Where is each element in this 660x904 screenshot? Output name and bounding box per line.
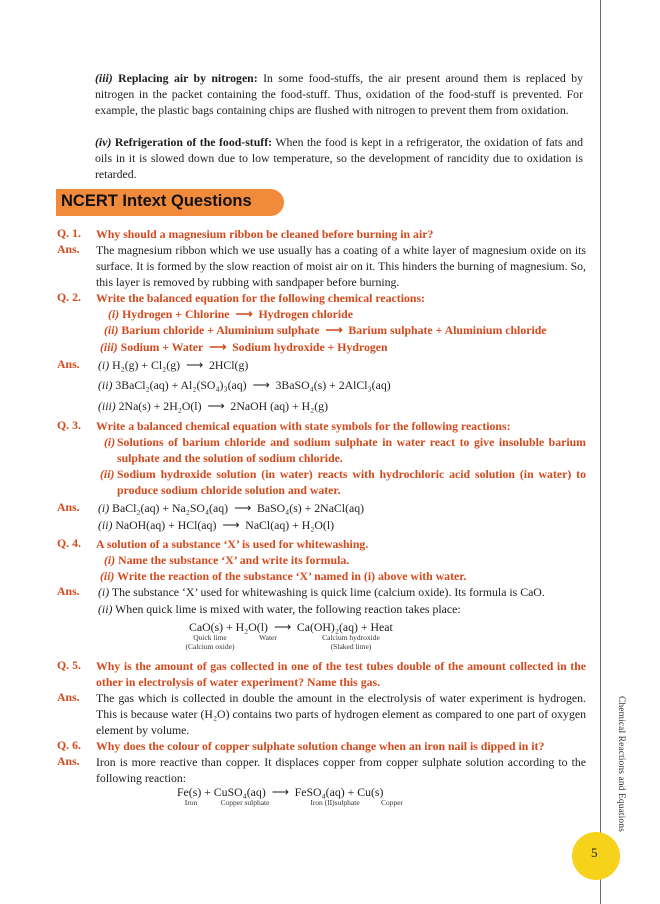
eq-rhs: FeSO₄(aq) + Cu(s) [294,785,384,799]
q2-answer-3 [98,398,328,414]
ans-part-label: (ii) [98,378,113,392]
part-label: (ii) [104,323,119,337]
cap-calcium-hydroxide [311,633,391,651]
eq-lhs: Fe(s) + CuSO₄(aq) [177,785,266,799]
part-lhs: Sodium + Water [120,340,204,354]
q1-question: Why should a magnesium ribbon be cleaned before burning in air? [96,227,434,241]
ans-part-label: (i) [98,358,110,372]
q5-ans-label: Ans. [57,690,80,704]
eq-lhs: 3BaCl₂(aq) + Al₂(SO₄)₃(aq) [115,378,247,392]
eq-lhs: NaOH(aq) + HCl(aq) [115,518,217,532]
arrow-icon: ⟶ [222,518,240,532]
part-lhs: Hydrogen + Chlorine [122,307,230,321]
q4-number: Q. 4. [57,536,81,550]
arrow-icon: ⟶ [252,378,270,392]
q3-part-1-label: (i) [104,435,116,449]
arrow-icon: ⟶ [234,501,251,515]
part-rhs: Hydrogen chloride [258,307,353,321]
part-text: Write the reaction of the substance ‘X’ named in (i) above with water. [117,569,467,583]
ans-part-label: (ii) [98,518,113,532]
q4-part-2 [100,568,466,584]
eq-lhs: H₂(g) + Cl₂(g) [112,358,181,372]
q2-answer-2 [98,377,391,393]
q1-ans-label: Ans. [57,242,80,256]
intro-item-4 [95,134,583,182]
item-label: (iv) [95,135,112,149]
eq-cao: CaO(s) [189,620,224,634]
q5-number: Q. 5. [57,658,81,672]
q1-number: Q. 1. [57,226,81,240]
part-rhs: Sodium hydroxide + Hydrogen [232,340,388,354]
arrow-icon: ⟶ [186,358,203,372]
item-text: When the food is kept in a refrigerator, the oxidation of fats and oils in it is slowed down due to low temperature, so the development of rancidity due to oxidation is retarded. [95,135,583,181]
cap-copper: Copper [380,798,404,807]
ans-part-label: (i) [98,585,110,599]
cap-copper-sulphate: Copper sulphate [220,798,270,807]
q6-question: Why does the colour of copper sulphate solution change when an iron nail is dipped in it? [96,739,545,753]
q2-number: Q. 2. [57,290,81,304]
arrow-icon: ⟶ [271,785,289,799]
q4-question: A solution of a substance ‘X’ is used for whitewashing. [96,537,369,551]
eq-lhs: 2Na(s) + 2H₂O(l) [118,399,202,413]
q2-part-2 [104,322,547,338]
arrow-icon: ⟶ [209,340,227,354]
page-number-badge [572,832,620,880]
q3-ans-label: Ans. [57,500,80,514]
q6-answer: Iron is more reactive than copper. It displaces copper from copper sulphate solution according to the following reaction: [96,755,586,785]
ans-part-label: (i) [98,501,110,515]
part-rhs: Barium sulphate + Aluminium chloride [348,323,547,337]
section-title: NCERT Intext Questions [61,192,252,210]
ans-text: When quick lime is mixed with water, the following reaction takes place: [115,602,461,616]
q6-number: Q. 6. [57,738,81,752]
ans-part-label: (ii) [98,602,113,616]
q5-question: Why is the amount of gas collected in one of the test tubes double of the amount collected in the other in electrolysis of water experiment? Name this gas. [96,659,586,689]
cap-iron-sulphate: Iron (II)sulphate [310,798,360,807]
q6-ans-label: Ans. [57,754,80,768]
cap-line: Calcium hydroxide [322,633,380,642]
q4-part-1 [104,552,349,568]
q4-ans-label: Ans. [57,584,80,598]
q2-question: Write the balanced equation for the following chemical reactions: [96,291,425,305]
cap-line: (Slaked lime) [330,642,372,651]
q3-number: Q. 3. [57,418,81,432]
arrow-icon: ⟶ [325,323,343,337]
item-text: In some food-stuffs, the air present around them is replaced by nitrogen in the packet containing the food-stuff. Thus, oxidation of the food-stuff is prevented. For example, the plastic bags containing chips are flushed with nitrogen to prevent them from oxidation. [95,71,584,117]
item-title: Refrigeration of the food-stuff: [114,135,273,149]
ans-part-label: (iii) [98,399,116,413]
q1-answer: The magnesium ribbon which we use usually has a coating of a white layer of magnesium oxide on its surface. It is formed by the slow reaction of moist air on it. This hinders the burning of magnesium. So, this layer is removed by rubbing with sandpaper before burning. [96,243,586,289]
eq-caoh: Ca(OH)₂(aq) + Heat [296,620,393,634]
q3-part-2: Sodium hydroxide solution (in water) reacts with hydrochloric acid solution (in water) to produce sodium chloride solution and water. [117,467,586,497]
eq-plus: + [226,620,233,634]
item-label: (iii) [95,71,113,85]
q2-part-3 [100,339,388,355]
q2-answer-1 [98,357,248,373]
q3-question: Write a balanced chemical equation with state symbols for the following reactions: [96,419,511,433]
q2-part-1 [108,306,353,322]
eq-lhs: BaCl₂(aq) + Na₂SO₄(aq) [112,501,229,515]
part-text: Name the substance ‘X’ and write its formula. [118,553,350,567]
q2-ans-label: Ans. [57,357,80,371]
section-banner [56,189,284,216]
part-label: (iii) [100,340,118,354]
page-number: 5 [591,845,598,860]
part-label: (i) [104,553,116,567]
q3-part-2-label: (ii) [100,467,115,481]
q3-answer-2 [98,517,334,533]
eq-rhs: 2HCl(g) [208,358,249,372]
cap-line: (Calcium oxide) [185,642,235,651]
chapter-side-label: Chemical Reactions and Equations [616,696,626,832]
arrow-icon: ⟶ [207,399,225,413]
cap-iron: Iron [184,798,198,807]
cap-quick-lime [180,633,240,651]
part-label: (ii) [100,569,115,583]
cap-water: Water [259,633,277,642]
eq-rhs: 3BaSO₄(s) + 2AlCl₃(aq) [275,378,391,392]
q5-answer: The gas which is collected in double the amount in the electrolysis of water experiment is hydrogen. This is because water (H₂O) contains two parts of hydrogen element as compared to one part of oxygen element by volume. [96,691,586,737]
item-title: Replacing air by nitrogen: [118,71,258,85]
eq-water: H₂O(l) [235,620,268,634]
cap-line: Quick lime [193,633,227,642]
arrow-icon: ⟶ [235,307,253,321]
eq-rhs: 2NaOH (aq) + H₂(g) [230,399,328,413]
part-lhs: Barium chloride + Aluminium sulphate [121,323,320,337]
eq-rhs: NaCl(aq) + H₂O(l) [245,518,335,532]
q4-answer-2 [98,601,461,617]
q3-part-1: Solutions of barium chloride and sodium sulphate in water react to give insoluble barium sulphate and the solution of sodium chloride. [117,435,586,465]
ans-text: The substance ‘X’ used for whitewashing is quick lime (calcium oxide). Its formula is CaO. [111,585,545,599]
q4-answer-1 [98,584,545,600]
q3-answer-1 [98,500,364,516]
arrow-icon: ⟶ [273,620,291,634]
intro-item-3 [95,70,583,118]
margin-rule [600,0,601,904]
part-label: (i) [108,307,120,321]
eq-rhs: BaSO₄(s) + 2NaCl(aq) [256,501,365,515]
